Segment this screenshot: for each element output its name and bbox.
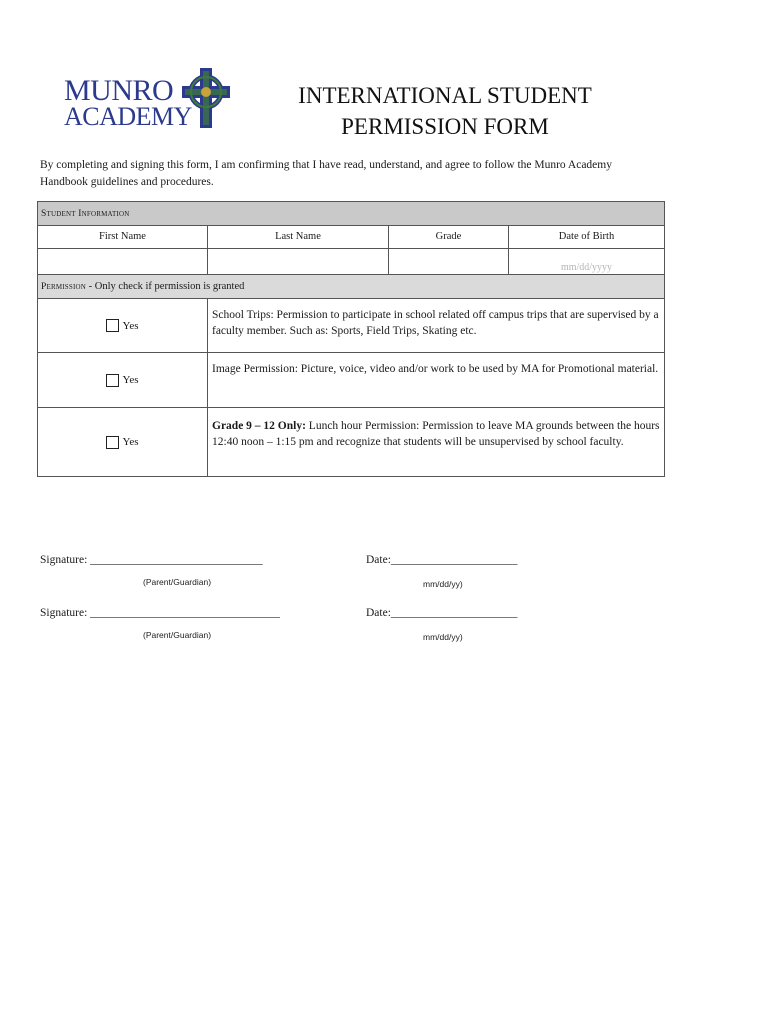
celtic-cross-icon	[180, 66, 232, 130]
image-permission-yes-label: Yes	[122, 374, 139, 386]
permission-row-school-trips	[38, 299, 664, 353]
signature-1-sublabel: (Parent/Guardian)	[143, 577, 212, 587]
image-permission-description	[208, 353, 664, 407]
form-title-line1: INTERNATIONAL STUDENT	[298, 83, 592, 108]
last-name-field[interactable]	[208, 249, 389, 274]
logo-text-munro: MUNRO	[64, 74, 174, 107]
school-trips-checkbox-cell[interactable]	[38, 299, 208, 352]
col-last-name: Last Name	[208, 226, 389, 248]
student-info-input-row	[38, 249, 664, 275]
image-permission-text: Image Permission: Picture, voice, video and/or work to be used by MA for Promotional material.	[212, 363, 659, 375]
intro-paragraph: By completing and signing this form, I am confirming that I have read, understand, and agree to follow the Munro Academy Handbook guidelines and procedures.	[40, 159, 612, 188]
col-grade: Grade	[389, 226, 509, 248]
signature-2-sublabel: (Parent/Guardian)	[143, 630, 212, 640]
permission-form-table	[37, 201, 665, 477]
school-trips-checkbox[interactable]	[106, 319, 119, 332]
form-title-line2: PERMISSION FORM	[341, 114, 549, 139]
permission-heading	[38, 275, 664, 299]
date-line-2[interactable]: Date:______________________	[366, 607, 518, 619]
col-date-of-birth: Date of Birth	[558, 231, 615, 242]
student-info-heading	[38, 202, 664, 226]
image-permission-checkbox[interactable]	[106, 374, 119, 387]
date-2-sublabel: mm/dd/yy)	[423, 632, 463, 642]
image-permission-checkbox-cell[interactable]	[38, 353, 208, 407]
grade-field[interactable]	[389, 249, 509, 274]
permission-row-image	[38, 353, 664, 408]
lunch-permission-grade-note: Grade 9 – 12 Only:	[212, 420, 306, 432]
date-line-1[interactable]: Date:______________________	[366, 554, 518, 566]
munro-academy-logo	[64, 66, 234, 132]
lunch-permission-description	[208, 408, 664, 476]
school-trips-yes-label: Yes	[122, 319, 139, 332]
permission-heading-label: Permission	[41, 282, 87, 292]
student-info-header-row	[38, 226, 664, 249]
student-info-heading-text: Student Information	[41, 209, 130, 219]
logo-text-academy: ACADEMY	[64, 102, 192, 131]
date-1-sublabel: mm/dd/yy)	[423, 579, 463, 589]
first-name-field[interactable]	[38, 249, 208, 274]
lunch-permission-yes-label: Yes	[122, 436, 139, 448]
signature-line-2[interactable]: Signature: _________________________________	[40, 607, 280, 619]
school-trips-description	[208, 299, 664, 352]
signature-line-1[interactable]: Signature: ______________________________	[40, 554, 263, 566]
school-trips-text: School Trips: Permission to participate in school related off campus trips that are supervised by a faculty member. Such as: Sports, Field Trips, Skating etc.	[212, 309, 659, 337]
lunch-permission-checkbox-cell[interactable]	[38, 408, 208, 476]
permission-heading-note: - Only check if permission is granted	[86, 281, 245, 292]
form-title	[270, 80, 620, 142]
date-of-birth-field[interactable]: mm/dd/yyyy	[560, 262, 613, 273]
permission-row-lunch	[38, 408, 664, 476]
col-first-name: First Name	[38, 226, 208, 248]
lunch-permission-text: Lunch hour Permission: Permission to leave MA grounds between the hours 12:40 noon – 1:15 pm and recognize that students will be unsupervised by school faculty.	[212, 420, 660, 448]
lunch-permission-checkbox[interactable]	[106, 436, 119, 449]
